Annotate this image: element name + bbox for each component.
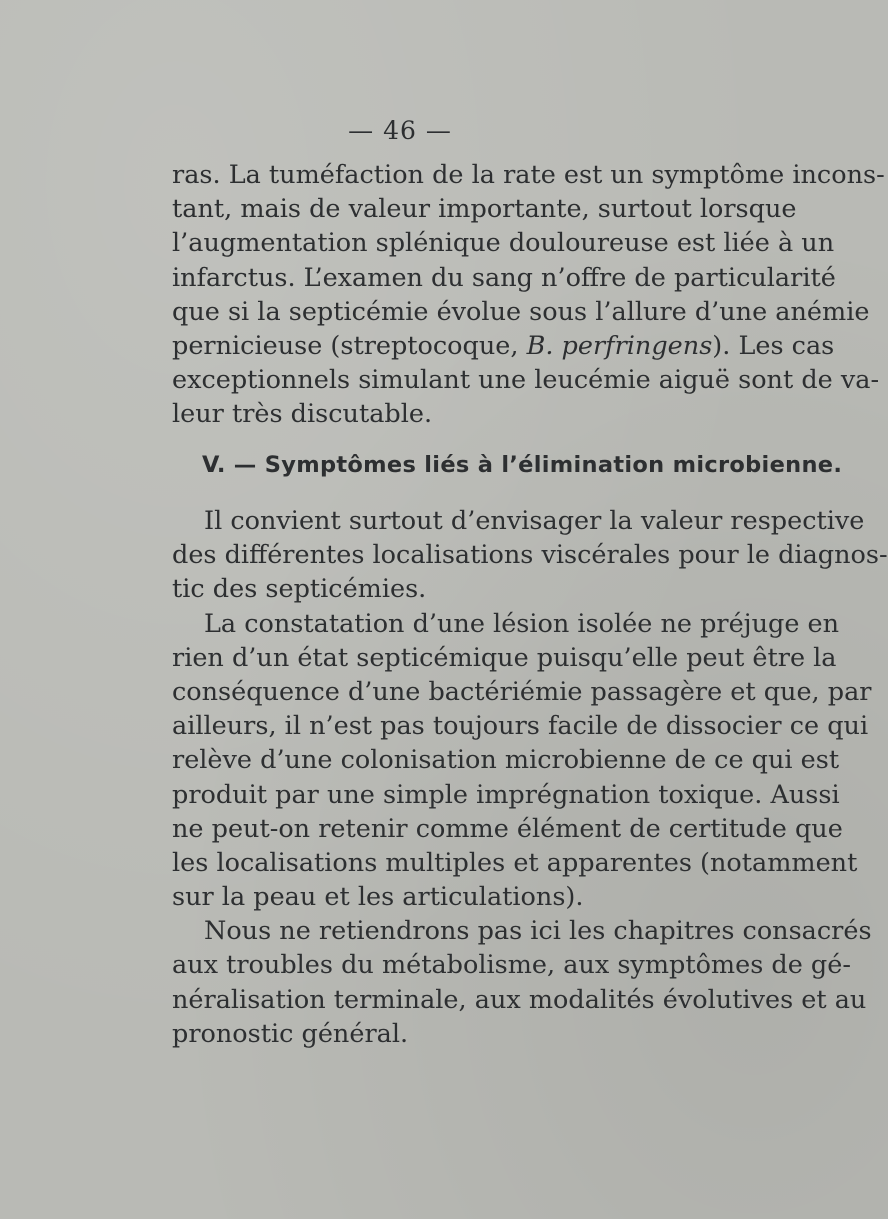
text-line: ailleurs, il n’est pas toujours facile de dissocier ce qui [172, 711, 869, 742]
text-line: des différentes localisations viscérales pour le diagnos- [172, 540, 888, 571]
text-line: sur la peau et les articulations). [172, 882, 584, 913]
text-line: relève d’une colonisation microbienne de ce qui est [172, 745, 840, 776]
text-line: La constatation d’une lésion isolée ne préjuge en [204, 608, 840, 639]
paragraph-1 [172, 160, 885, 434]
text-line-with-italic [172, 330, 835, 361]
text-line: néralisation terminale, aux modalités évolutives et au [172, 984, 867, 1015]
text-segment: ). Les cas [712, 330, 835, 361]
text-line: Il convient surtout d’envisager la valeur respective [204, 506, 865, 536]
body-text [172, 506, 888, 1053]
text-line: l’augmentation splénique douloureuse est liée à un [172, 228, 835, 259]
text-line: leur très discutable. [172, 399, 433, 430]
text-line: tant, mais de valeur importante, surtout lorsque [172, 194, 797, 225]
text-line: les localisations multiples et apparentes (notamment [172, 847, 858, 878]
text-line: que si la septicémie évolue sous l’allure d’une anémie [172, 296, 870, 327]
text-line: produit par une simple imprégnation toxique. Aussi [172, 779, 840, 810]
text-line: rien d’un état septicémique puisqu’elle peut être la [172, 642, 837, 673]
text-line: ne peut-on retenir comme élément de certitude que [172, 813, 843, 844]
text-line: aux troubles du métabolisme, aux symptômes de gé- [172, 950, 851, 981]
text-line: Nous ne retiendrons pas ici les chapitres consacrés [204, 916, 872, 947]
section-heading: V. — Symptômes liés à l’élimination microbienne. [202, 452, 843, 478]
text-line: pronostic général. [172, 1018, 409, 1049]
page-number: — 46 — [348, 116, 452, 145]
text-line: exceptionnels simulant une leucémie aiguë sont de va- [172, 365, 880, 396]
text-line: ras. La tuméfaction de la rate est un symptôme incons- [172, 160, 885, 190]
text-line: infarctus. L’examen du sang n’offre de particularité [172, 262, 836, 293]
text-line: tic des septicémies. [172, 574, 427, 605]
text-segment: pernicieuse (streptocoque, [172, 330, 527, 361]
text-line: conséquence d’une bactériémie passagère et que, par [172, 676, 872, 707]
italic-term: B. perfringens [526, 330, 713, 361]
